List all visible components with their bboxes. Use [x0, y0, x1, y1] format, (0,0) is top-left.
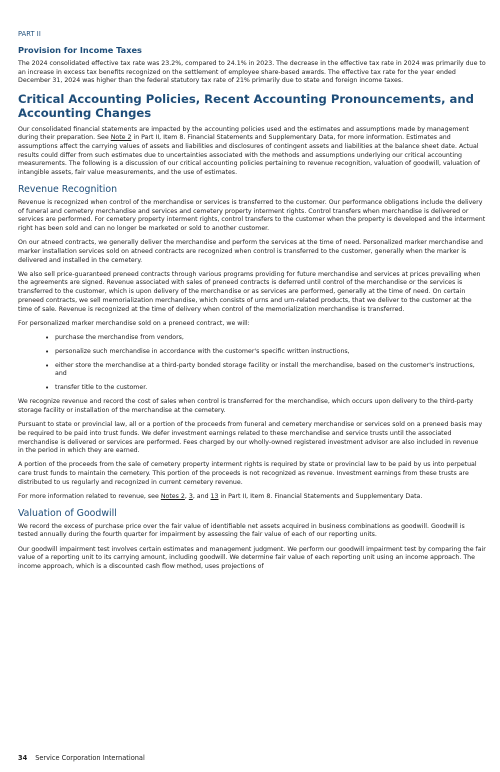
revenue-p8-before: For more information related to revenue, see — [18, 493, 161, 501]
page-number: 34 — [18, 754, 28, 762]
list-item: • personalize such merchandise in accordance with the customer's specific written instructions, — [45, 348, 486, 357]
revenue-p8-after: in Part II, Item 8. Financial Statements and Supplementary Data. — [218, 493, 423, 501]
tax-paragraph: The 2024 consolidated effective tax rate was 23.2%, compared to 24.1% in 2023. The decrease in the effective tax rate in 2024 was primarily due to an increase in excess tax benefits recognized on the settlement of employee share-based awards. The effective tax rate for the year ended December 31, 2024 was higher than the federal statutory tax rate of 21% primarily due to state and foreign income taxes. — [18, 60, 486, 85]
notes-2-link[interactable]: Notes 2 — [160, 493, 185, 501]
note-13-link[interactable]: 13 — [210, 493, 219, 501]
marker-steps-list — [18, 334, 486, 393]
page-footer — [18, 754, 145, 762]
part-label: PART II — [18, 30, 41, 38]
revenue-paragraph-6: Pursuant to state or provincial law, all or a portion of the proceeds from funeral and cemetery merchandise or services sold on a preneed basis may be required to be paid into trust funds. We defer investment earnings related to these merchandise and service trusts until the associated merchandise is delivered or services are performed. Fees charged by our wholly-owned registered investment advisor are also included in revenue in the period in which they are earned. — [18, 421, 483, 455]
revenue-paragraph-4: For personalized marker merchandise sold on a preneed contract, we will: — [18, 319, 250, 327]
list-item: • either store the merchandise at a third-party bonded storage facility or install the merchandise, based on the customer's instructions, and — [45, 362, 486, 379]
note-3-link[interactable]: 3 — [188, 493, 193, 501]
separator: , — [184, 493, 189, 501]
revenue-paragraph-2: On our atneed contracts, we generally deliver the merchandise and perform the services at the time of need. Personalized marker merchandise and marker installation services sold on atneed contracts are recognized when control is transferred to the customer, generally when the marker is delivered and installed in the cemetery. — [18, 239, 483, 264]
document-page — [18, 30, 486, 577]
revenue-paragraph-7: A portion of the proceeds from the sale of cemetery property interment rights is required by state or provincial law to be paid by us into perpetual care trust funds to maintain the cemetery. This portion of the proceeds is not recognized as revenue. Investment earnings from these trusts are distributed to us regularly and recognized in current cemetery revenue. — [18, 461, 477, 486]
revenue-paragraph-5: We recognize revenue and record the cost of sales when control is transferred for the merchandise, which occurs upon delivery to the third-party storage facility or installation of the merchandise at the cemetery. — [18, 398, 474, 414]
critical-policies-heading: Critical Accounting Policies, Recent Accounting Pronouncements, and Accounting Changes — [18, 91, 474, 121]
goodwill-paragraph-1: We record the excess of purchase price over the fair value of identifiable net assets acquired in business combinations as goodwill. Goodwill is tested annually during the fourth quarter for impairment by assessing the fair value of each of our reporting units. — [18, 522, 465, 539]
critical-text-after: in Part II, Item 8. Financial Statements and Supplementary Data, for more information. Estimates and assumptions affect the carrying values of assets and liabilities and disclosures of contingent assets and liabilities at the balance sheet date. Actual results could differ from such estimates due to uncertainties associated with the methods and assumptions underlying our critical accounting measurements. The following is a discussion of our critical accounting policies pertaining to revenue recognition, valuation of goodwill, valuation of intangible assets, fair value measurements, and the use of estimates. — [18, 134, 480, 177]
revenue-recognition-heading: Revenue Recognition — [18, 183, 118, 195]
goodwill-heading: Valuation of Goodwill — [18, 507, 117, 519]
critical-policies-paragraph — [18, 126, 486, 178]
revenue-paragraph-3: We also sell price-guaranteed preneed contracts through various programs providing for future merchandise and services at prices prevailing when the agreements are signed. Revenue associated with sales of preneed contracts is deferred until control of the merchandise or the services is transferred to the customer, which is upon delivery of the merchandise or as services are performed, generally at the time of need. On certain preneed contracts, we sell memorialization merchandise, which consists of urns and urn-related products, that we deliver to the customer at the time of sale. Revenue is recognized at the time of delivery when control of the memorialization merchandise is transferred. — [18, 270, 481, 313]
company-name: Service Corporation International — [35, 754, 145, 762]
list-item: • purchase the merchandise from vendors, — [45, 334, 486, 343]
list-item: • transfer title to the customer. — [45, 384, 486, 393]
separator: , and — [192, 493, 211, 501]
revenue-paragraph-1: Revenue is recognized when control of the merchandise or services is transferred to the customer. Our performance obligations include the delivery of funeral and cemetery merchandise and services and cemetery property interment rights. Control transfers when merchandise is delivered or services are performed. For cemetery property interment rights, control transfers to the customer when the property is developed and the interment right has been sold and can no longer be marketed or sold to another customer. — [18, 198, 486, 232]
goodwill-paragraph-2: Our goodwill impairment test involves certain estimates and management judgment. We perform our goodwill impairment test by comparing the fair value of a reporting unit to its carrying amount, including goodwill. We determine fair value of each reporting unit using an income approach. The income approach, which is a discounted cash flow method, uses projections of — [18, 545, 486, 571]
revenue-paragraph-8 — [18, 493, 486, 502]
critical-text-before: Our consolidated financial statements are impacted by the accounting policies used and the estimates and assumptions made by management during their preparation. See — [18, 125, 469, 142]
tax-heading: Provision for Income Taxes — [18, 45, 142, 55]
note-2-link[interactable]: Note 2 — [110, 134, 132, 142]
